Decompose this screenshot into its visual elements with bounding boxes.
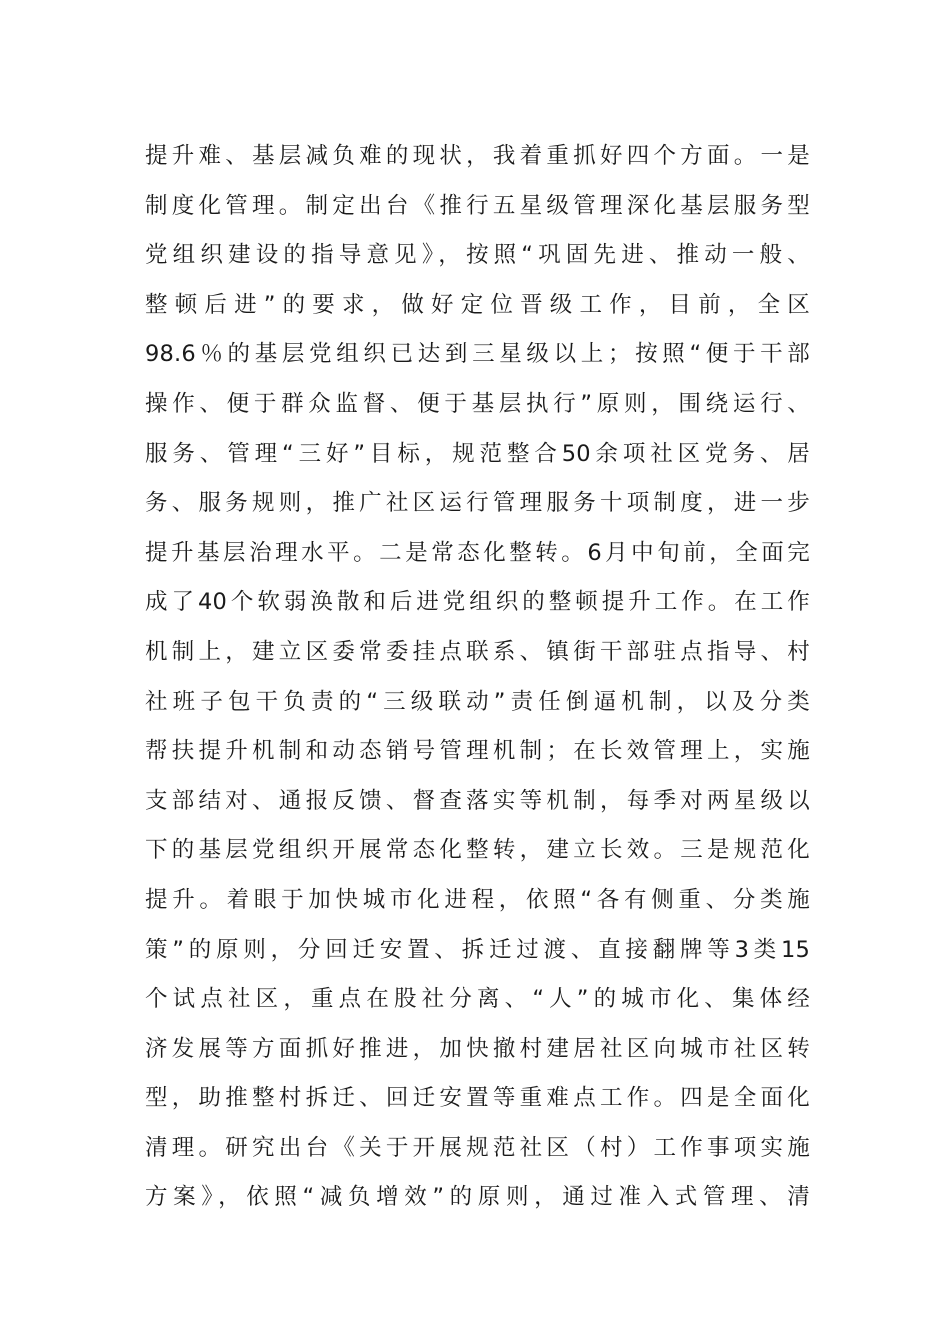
text-line: 提升基层治理水平。二是常态化整转。6月中旬前，全面完 xyxy=(145,539,810,566)
text-line: 机制上，建立区委常委挂点联系、镇街干部驻点指导、村 xyxy=(145,638,810,665)
text-line: 策”的原则，分回迁安置、拆迁过渡、直接翻牌等3类15 xyxy=(145,936,810,963)
text-line: 支部结对、通报反馈、督查落实等机制，每季对两星级以 xyxy=(145,787,810,814)
text-line: 济发展等方面抓好推进，加快撤村建居社区向城市社区转 xyxy=(145,1035,810,1062)
text-line: 帮扶提升机制和动态销号管理机制；在长效管理上，实施 xyxy=(145,738,810,765)
text-line: 清理。研究出台《关于开展规范社区（村）工作事项实施 xyxy=(145,1134,810,1161)
text-line: 方案》，依照“减负增效”的原则，通过准入式管理、清 xyxy=(145,1184,810,1211)
text-line: 提升。着眼于加快城市化进程，依照“各有侧重、分类施 xyxy=(145,886,810,913)
text-line: 个试点社区，重点在股社分离、“人”的城市化、集体经 xyxy=(145,986,810,1013)
text-line: 操作、便于群众监督、便于基层执行”原则，围绕运行、 xyxy=(145,390,810,417)
text-line: 98.6％的基层党组织已达到三星级以上；按照“便于干部 xyxy=(145,341,810,368)
text-line: 制度化管理。制定出台《推行五星级管理深化基层服务型 xyxy=(145,192,810,219)
text-line: 下的基层党组织开展常态化整转，建立长效。三是规范化 xyxy=(145,837,810,864)
text-line: 社班子包干负责的“三级联动”责任倒逼机制，以及分类 xyxy=(145,688,810,715)
text-line: 型，助推整村拆迁、回迁安置等重难点工作。四是全面化 xyxy=(145,1085,810,1112)
text-line: 成了40个软弱涣散和后进党组织的整顿提升工作。在工作 xyxy=(145,589,810,616)
text-line: 提升难、基层减负难的现状，我着重抓好四个方面。一是 xyxy=(145,143,810,169)
text-line: 整顿后进”的要求，做好定位晋级工作，目前，全区 xyxy=(145,291,810,318)
text-line: 党组织建设的指导意见》，按照“巩固先进、推动一般、 xyxy=(145,242,810,269)
text-line: 务、服务规则，推广社区运行管理服务十项制度，进一步 xyxy=(145,490,810,517)
body-paragraph xyxy=(145,132,810,1223)
text-line: 服务、管理“三好”目标，规范整合50余项社区党务、居 xyxy=(145,440,810,467)
